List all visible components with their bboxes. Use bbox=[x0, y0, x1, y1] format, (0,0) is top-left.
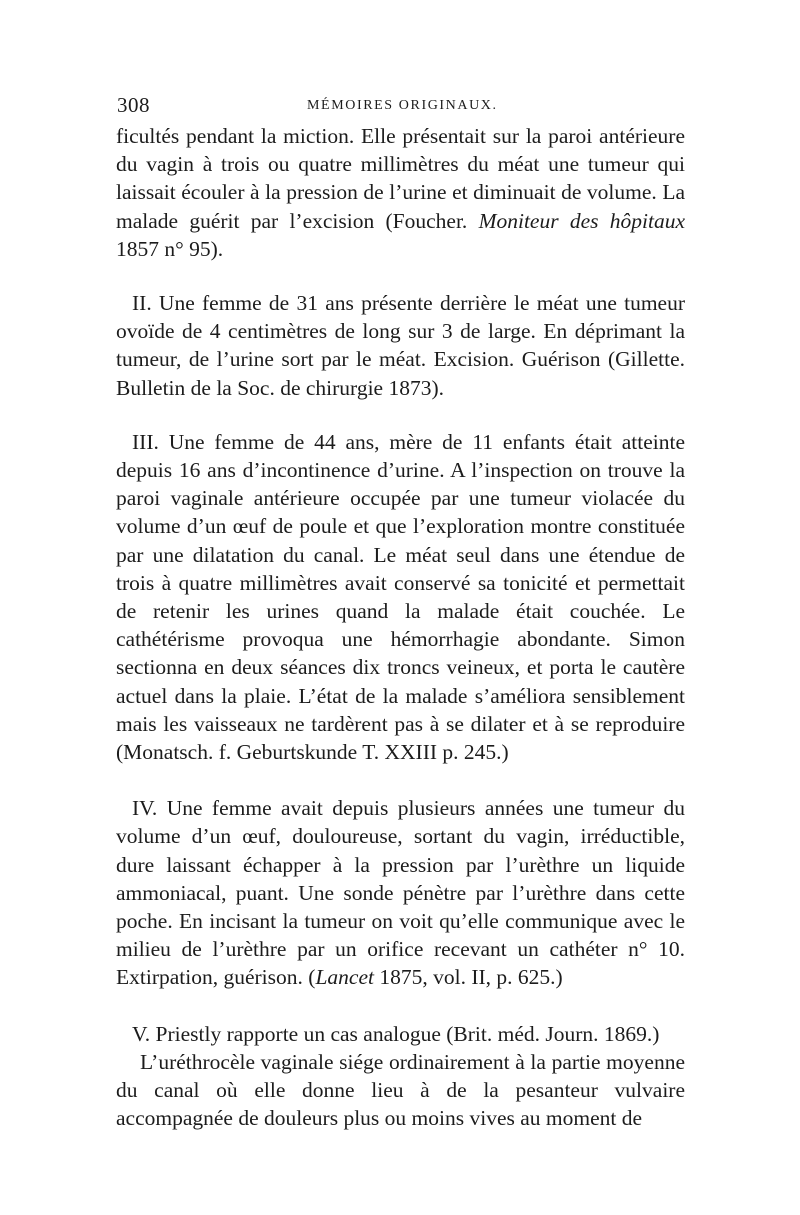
journal-title-moniteur: Moniteur des hôpitaux bbox=[478, 208, 685, 233]
paragraph-general: L’uréthrocèle vaginale siége ordinairement à la partie moyenne du canal où elle donne lieu à de la pesanteur vulvaire accompagnée de douleurs plus ou moins vives au moment de bbox=[116, 1049, 685, 1131]
page-number: 308 bbox=[117, 93, 150, 117]
paragraph-case-4-text: IV. Une femme avait depuis plusieurs années une tumeur du volume d’un œuf, douloureuse, sortant du vagin, irréductible, dure laissant échapper à la pression par l’urèthre un liquide ammoniacal, puant. Une sonde pénètre par l’urèthre dans cette poche. En incisant la tumeur on voit qu’elle communique avec le milieu de l’urèthre par un orifice recevant un cathéter n° 10. Extirpation, guérison. ( bbox=[116, 796, 685, 990]
paragraph-continuation bbox=[116, 122, 685, 263]
page-header bbox=[117, 93, 685, 123]
running-title: MÉMOIRES ORIGINAUX. bbox=[307, 98, 498, 113]
paragraph-continuation-text: ficultés pendant la miction. Elle présentait sur la paroi antérieure du vagin à trois ou quatre millimètres du méat une tumeur qui laissait écouler à la pression de l’urine et diminuait de volume. La malade guérit par l’excision (Foucher. bbox=[116, 124, 685, 233]
journal-title-lancet: Lancet bbox=[315, 965, 374, 990]
paragraph-case-2: II. Une femme de 31 ans présente derrière le méat une tumeur ovoïde de 4 centimètres de long sur 3 de large. En déprimant la tumeur, de l’urine sort par le méat. Excision. Guérison (Gillette. Bulletin de la Soc. de chirurgie 1873). bbox=[116, 291, 685, 400]
paragraph-case-5: V. Priestly rapporte un cas analogue (Brit. méd. Journ. 1869.) bbox=[132, 1021, 660, 1046]
body-text bbox=[116, 122, 685, 1133]
paragraph-continuation-tail: 1857 n° 95). bbox=[116, 236, 224, 261]
paragraph-case-4 bbox=[116, 794, 685, 991]
paragraph-case-3: III. Une femme de 44 ans, mère de 11 enfants était atteinte depuis 16 ans d’incontinence d’urine. A l’inspection on trouve la paroi vaginale antérieure occupée par une tumeur violacée du volume d’un œuf de poule et que l’exploration montre constituée par une dilatation du canal. Le méat seul dans une étendue de trois à quatre millimètres avait conservé sa tonicité et permettait de retenir les urines quand la malade était couchée. Le cathétérisme provoqua une hémorrhagie abondante. Simon sectionna en deux séances dix troncs veineux, et porta le cautère actuel dans la plaie. L’état de la malade s’améliora sensiblement mais les vaisseaux ne tardèrent pas à se dilater et à se reproduire (Monatsch. f. Geburtskunde T. XXIII p. 245.) bbox=[116, 429, 685, 765]
paragraph-case-4-tail: 1875, vol. II, p. 625.) bbox=[373, 965, 563, 990]
